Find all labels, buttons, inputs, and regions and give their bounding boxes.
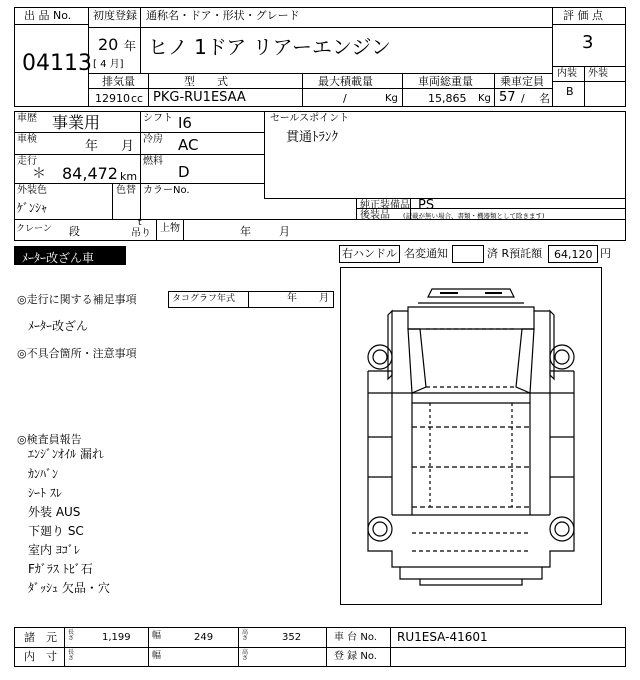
exterior-color-label: 外装色 <box>17 185 47 196</box>
displacement-value: 12910 <box>95 92 130 105</box>
name-change-box <box>452 245 484 263</box>
fuel-value: D <box>178 163 190 181</box>
history-value: 事業用 <box>52 113 101 132</box>
aftermarket-label: 後装品 <box>360 210 390 221</box>
gross-weight-value: 15,865 <box>428 92 467 105</box>
report-line: ｶﾝﾊﾞﾝ <box>28 467 59 481</box>
body-year: 年 <box>240 225 251 238</box>
tachograph-month: 月 <box>319 293 329 304</box>
capacity-unit: 名 <box>539 92 550 105</box>
vehicle-name: ヒノ 1ドア リアーエンジン <box>148 35 392 59</box>
vehicle-name-label: 通称名・ドア・形状・グレード <box>146 9 300 22</box>
width-label: 幅 <box>152 631 162 641</box>
interior-height-label: 高さ <box>242 649 249 662</box>
registration-month: [ 4 月] <box>93 59 124 70</box>
specs-label: 諸 元 <box>24 631 57 644</box>
history-label: 車歴 <box>17 113 37 124</box>
meter-tampered-badge: ﾒｰﾀｰ改ざん車 <box>14 246 126 265</box>
recycle-label: 済 R預託額 <box>487 247 543 260</box>
interior-length-label: 長さ <box>68 649 75 662</box>
genuine-equipment-label: 純正装備品 <box>360 200 410 211</box>
report-line: Fｶﾞﾗｽ ﾄﾋﾞ石 <box>28 562 93 576</box>
report-line: 室内 ﾖｺﾞﾚ <box>28 543 80 557</box>
report-line: 下廻り SC <box>28 524 84 538</box>
defect-title: ◎不具合箇所・注意事項 <box>17 347 137 360</box>
lot-number: 04113 <box>22 51 92 76</box>
shift-label: シフト <box>143 113 173 124</box>
body-label: 上物 <box>160 223 180 234</box>
inspector-report-title: ◎検査員報告 <box>17 433 82 446</box>
crane-stage: 段 <box>69 225 80 238</box>
lot-label: 出 品 No. <box>24 9 72 22</box>
interior-dimension-label: 内 寸 <box>24 650 57 663</box>
max-load-label: 最大積載量 <box>318 75 373 88</box>
score-label: 評 価 点 <box>563 9 603 22</box>
supplement-text: ﾒｰﾀｰ改ざん <box>28 319 89 333</box>
capacity-label: 乗車定員 <box>500 75 544 88</box>
inspection-label: 車検 <box>17 134 37 145</box>
bus-diagram <box>340 267 602 605</box>
exterior-color-value: ｹﾞﾝｼｬ <box>17 201 48 215</box>
displacement-label: 排気量 <box>102 75 135 88</box>
report-line: ｴﾝｼﾞﾝｵｲﾙ 漏れ <box>28 447 104 461</box>
aftermarket-note: (記載が無い場合、書類・機器類として除きます) <box>403 212 545 220</box>
ac-value: AC <box>178 136 199 154</box>
inspection-month: 月 <box>121 139 135 154</box>
crane-lift-label: 吊り <box>131 228 151 239</box>
report-line: ﾀﾞｯｼｭ 欠品・穴 <box>28 581 110 595</box>
chassis-number-label: 車 台 No. <box>334 632 377 643</box>
exterior-grade-label: 外装 <box>588 68 608 79</box>
tachograph-year: 年 <box>287 293 297 304</box>
model-value: PKG-RU1ESAA <box>153 90 246 105</box>
sales-point-value: 貫通ﾄﾗﾝｸ <box>286 130 339 145</box>
first-registration-label: 初度登録 <box>93 9 137 22</box>
max-load-value: / <box>343 92 347 105</box>
name-change-notice: 名変通知 <box>404 247 448 260</box>
length-label: 長さ <box>68 629 75 642</box>
mileage-value: 84,472 <box>62 164 118 183</box>
color-code-label: カラーNo. <box>143 185 190 196</box>
crane-label: クレーン <box>16 224 52 234</box>
gross-weight-label: 車両総重量 <box>418 75 473 88</box>
supplement-title: ◎走行に関する補足事項 <box>17 293 137 306</box>
inspection-year: 年 <box>85 139 99 154</box>
chassis-number-value: RU1ESA-41601 <box>397 630 488 644</box>
interior-grade-label: 内装 <box>557 68 577 79</box>
recycle-unit: 円 <box>600 247 611 260</box>
mileage-prefix: ＊ <box>32 166 46 182</box>
sales-point-label: セールスポイント <box>270 113 350 124</box>
fuel-label: 燃料 <box>143 156 163 167</box>
color-change-label: 色替 <box>116 185 136 196</box>
score-value: 3 <box>582 32 594 53</box>
width-value: 249 <box>194 632 214 643</box>
ac-label: 冷房 <box>143 134 163 145</box>
year-unit: 年 <box>124 39 137 53</box>
model-label: 型 式 <box>184 75 228 88</box>
shift-value: I6 <box>178 114 192 132</box>
interior-grade: B <box>566 85 574 98</box>
height-value: 352 <box>282 632 302 643</box>
recycle-value: 64,120 <box>554 248 593 261</box>
genuine-equipment-value: PS <box>418 198 435 213</box>
mileage-unit: km <box>120 170 138 183</box>
report-line: ｼｰﾄ ｽﾚ <box>28 486 62 500</box>
height-label: 高さ <box>242 629 249 642</box>
capacity-separator: / <box>521 92 525 105</box>
gross-weight-unit: Kg <box>478 93 491 104</box>
max-load-unit: Kg <box>385 93 398 104</box>
mileage-label: 走行 <box>17 156 37 167</box>
interior-width-label: 幅 <box>152 651 162 661</box>
report-line: 外装 AUS <box>28 505 81 519</box>
body-month: 月 <box>279 225 290 238</box>
registration-number-label: 登 録 No. <box>334 651 377 662</box>
tachograph-label: タコグラフ年式 <box>172 294 236 304</box>
displacement-unit: cc <box>131 92 144 105</box>
crane-ton-unit: t <box>138 218 142 228</box>
registration-year: 20 <box>98 35 119 54</box>
right-hand-drive: 右ハンドル <box>342 247 397 260</box>
length-value: 1,199 <box>102 632 131 643</box>
capacity-value: 57 <box>499 90 516 105</box>
